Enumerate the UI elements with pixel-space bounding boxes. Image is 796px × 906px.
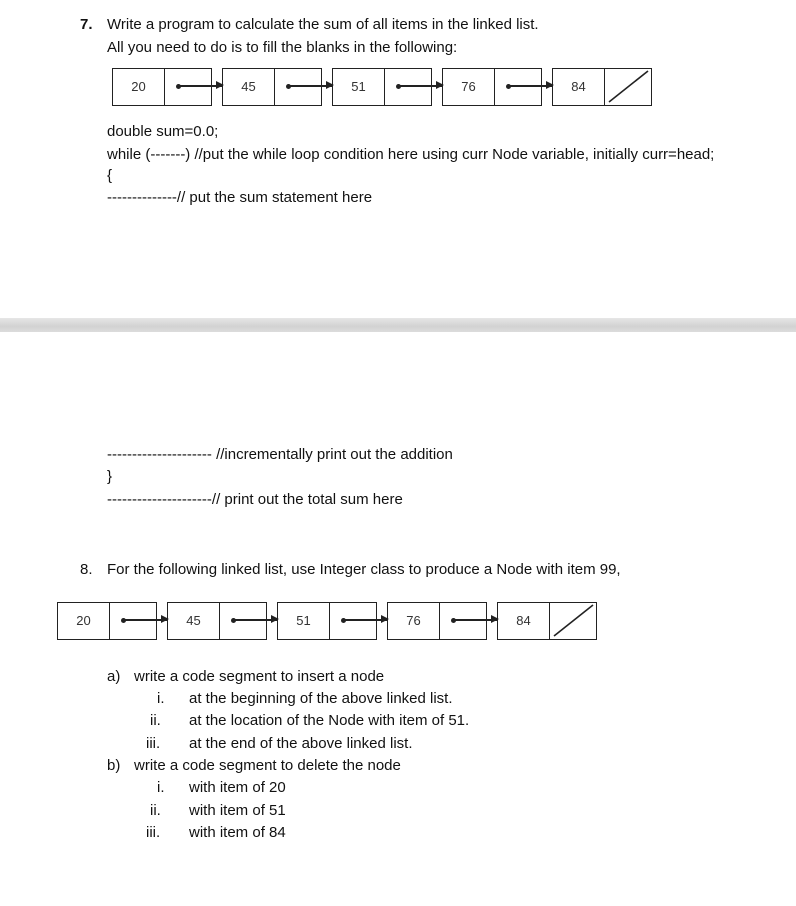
q7-node-pointer bbox=[385, 69, 431, 105]
q7-node-pointer bbox=[495, 69, 541, 105]
q8-part-b-item-text: with item of 51 bbox=[189, 802, 286, 819]
q7-code-line: --------------------- //incrementally print out the addition bbox=[107, 446, 453, 463]
q7-node-value: 20 bbox=[113, 69, 165, 105]
q8-list-node bbox=[167, 602, 267, 640]
q8-node-pointer bbox=[220, 603, 266, 639]
q8-part-a-item-text: at the location of the Node with item of 51. bbox=[189, 712, 470, 729]
q7-node-pointer bbox=[165, 69, 211, 105]
q8-part-b-item-num: i. bbox=[157, 779, 165, 796]
arrow-right-icon bbox=[454, 619, 497, 621]
q8-part-a-label: a) bbox=[107, 668, 121, 685]
q7-node-value: 76 bbox=[443, 69, 495, 105]
q8-node-pointer bbox=[440, 603, 486, 639]
q7-list-node bbox=[222, 68, 322, 106]
q8-node-pointer-null bbox=[550, 603, 596, 639]
q7-list-node bbox=[332, 68, 432, 106]
q8-list-node bbox=[387, 602, 487, 640]
q8-part-b-label: b) bbox=[107, 757, 121, 774]
q7-node-pointer bbox=[275, 69, 321, 105]
q8-part-b-text: write a code segment to delete the node bbox=[134, 757, 401, 774]
q7-code-line: while (-------) //put the while loop condition here using curr Node variable, initially curr=head; bbox=[107, 146, 715, 163]
q8-node-pointer bbox=[330, 603, 376, 639]
q8-node-value: 51 bbox=[278, 603, 330, 639]
page-break-separator bbox=[0, 318, 796, 332]
q7-node-value: 51 bbox=[333, 69, 385, 105]
q7-linked-list-diagram bbox=[112, 68, 642, 108]
q8-part-b-item-num: ii. bbox=[150, 802, 161, 819]
q8-part-b-item-text: with item of 84 bbox=[189, 824, 286, 841]
q7-code-line: --------------// put the sum statement here bbox=[107, 189, 373, 206]
q7-node-value: 84 bbox=[553, 69, 605, 105]
q8-node-value: 45 bbox=[168, 603, 220, 639]
q7-list-node-tail bbox=[552, 68, 652, 106]
arrow-right-icon bbox=[344, 619, 387, 621]
arrow-right-icon bbox=[509, 85, 552, 87]
q7-code-line: } bbox=[107, 468, 113, 485]
q8-part-a-item-num: i. bbox=[157, 690, 165, 707]
null-slash-icon bbox=[550, 603, 596, 638]
q8-part-a-text: write a code segment to insert a node bbox=[134, 668, 385, 685]
arrow-right-icon bbox=[179, 85, 222, 87]
q8-list-node-tail bbox=[497, 602, 597, 640]
q8-node-value: 20 bbox=[58, 603, 110, 639]
arrow-right-icon bbox=[234, 619, 277, 621]
q8-number: 8. bbox=[80, 561, 93, 578]
q7-code-line: ---------------------// print out the total sum here bbox=[107, 491, 403, 508]
q8-node-pointer bbox=[110, 603, 156, 639]
q7-prompt-line1: Write a program to calculate the sum of all items in the linked list. bbox=[107, 16, 539, 33]
q7-list-node bbox=[112, 68, 212, 106]
q8-prompt-line1: For the following linked list, use Integer class to produce a Node with item 99, bbox=[107, 561, 621, 578]
q8-part-a-item-num: ii. bbox=[150, 712, 161, 729]
q7-node-value: 45 bbox=[223, 69, 275, 105]
q8-part-b-item-num: iii. bbox=[146, 824, 161, 841]
q7-number: 7. bbox=[80, 16, 93, 33]
q8-node-value: 76 bbox=[388, 603, 440, 639]
q7-node-pointer-null bbox=[605, 69, 651, 105]
q8-list-node bbox=[277, 602, 377, 640]
q7-code-line: double sum=0.0; bbox=[107, 123, 219, 140]
q8-linked-list-diagram bbox=[57, 602, 587, 642]
arrow-right-icon bbox=[399, 85, 442, 87]
q8-list-node bbox=[57, 602, 157, 640]
arrow-right-icon bbox=[289, 85, 332, 87]
q8-part-a-item-text: at the end of the above linked list. bbox=[189, 735, 413, 752]
q7-code-line: { bbox=[107, 167, 113, 184]
q8-part-a-item-num: iii. bbox=[146, 735, 161, 752]
q8-part-a-item-text: at the beginning of the above linked list. bbox=[189, 690, 453, 707]
q8-node-value: 84 bbox=[498, 603, 550, 639]
q7-prompt-line2: All you need to do is to fill the blanks in the following: bbox=[107, 39, 458, 56]
q8-part-b-item-text: with item of 20 bbox=[189, 779, 286, 796]
null-slash-icon bbox=[605, 69, 651, 104]
arrow-right-icon bbox=[124, 619, 167, 621]
q7-list-node bbox=[442, 68, 542, 106]
